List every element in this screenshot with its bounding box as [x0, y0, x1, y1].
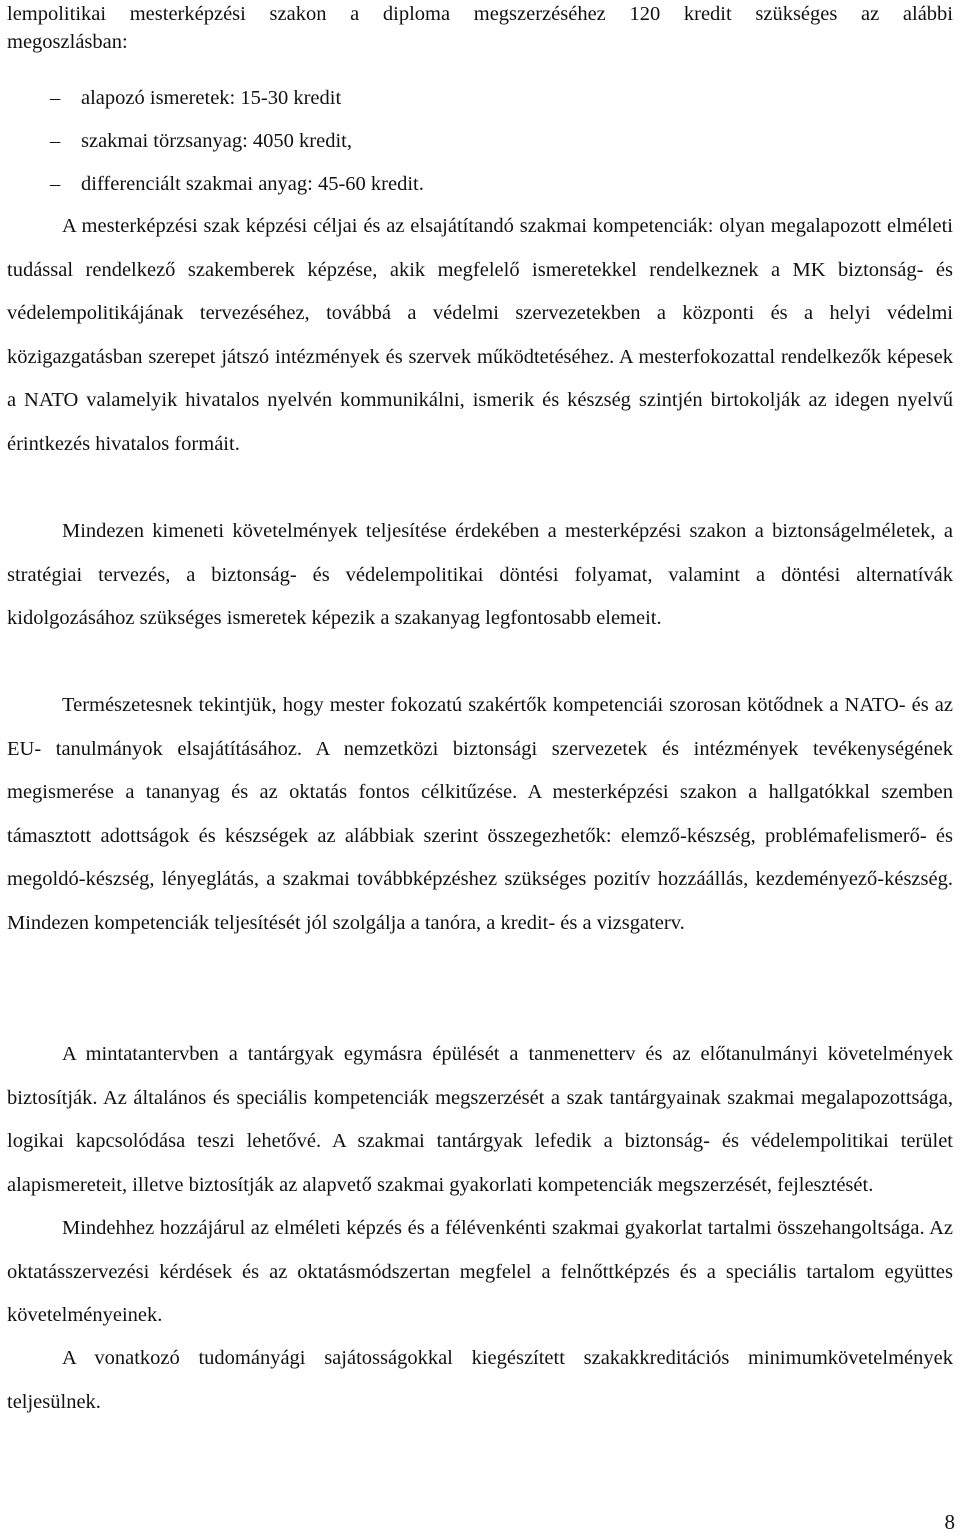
list-item [7, 127, 424, 170]
intro-line-continued: megoszlásban: [7, 31, 128, 53]
credit-distribution-list [7, 84, 424, 213]
dash-bullet: – [50, 87, 61, 109]
page-number: 8 [944, 1510, 955, 1534]
paragraph-output-requirements: Mindezen kimeneti követelmények teljesítése érdekében a mesterképzési szakon a biztonságelméletek, a stratégiai tervezés, a biztonság- és védelempolitikai döntési folyamat, valamint a döntési alternatívák kidolgozásához szükséges ismeretek képezik a szakanyag legfontosabb elemeit. [7, 520, 953, 629]
list-item-text: differenciált szakmai anyag: 45-60 kredit. [81, 173, 424, 195]
paragraph-nato-eu-studies: Természetesnek tekintjük, hogy mester fokozatú szakértők kompetenciái szorosan kötődnek a NATO- és az EU- tanulmányok elsajátításához. A nemzetközi biztonsági szervezetek és intézmények tevékenységének megismerése a tananyag és az oktatás fontos célkitűzése. A mesterképzési szakon a hallgatókkal szemben támasztott adottságok és készségek az alábbiak szerint összegezhetők: elemző-készség, problémafelismerő- és megoldó-készség, lényeglátás, a szakmai továbbképzéshez szükséges pozitív hozzáállás, kezdeményező-készség. Mindezen kompetenciák teljesítését jól szolgálja a tanóra, a kredit- és a vizsgaterv. [7, 694, 953, 934]
paragraph-competencies: A mesterképzési szak képzési céljai és az elsajátítandó szakmai kompetenciák: olyan megalapozott elméleti tudással rendelkező szakemberek képzése, akik megfelelő ismeretekkel rendelkeznek a MK biztonság- és védelempolitikájának tervezéséhez, továbbá a védelmi szervezetekben a központi és a helyi védelmi közigazgatásban szerepet játszó intézmények és szervek működtetéséhez. A mesterfokozattal rendelkezők képesek a NATO valamelyik hivatalos nyelvén kommunikálni, ismerik és készség szintjén birtokolják az idegen nyelvű érintkezés hivatalos formáit. [7, 215, 953, 455]
intro-line: lempolitikai mesterképzési szakon a diploma megszerzéséhez 120 kredit szükséges az alábbi [7, 3, 953, 25]
paragraph-curriculum: A mintatantervben a tantárgyak egymásra épülését a tanmenetterv és az előtanulmányi követelmények biztosítják. Az általános és speciális kompetenciák megszerzését a szak tantárgyainak szakmai megalapozottsága, logikai kapcsolódása teszi lehetővé. A szakmai tantárgyak lefedik a biztonság- és védelempolitikai terület alapismereteit, illetve biztosítják az alapvető szakmai gyakorlati kompetenciák megszerzését, fejlesztését. [7, 1043, 953, 1196]
dash-bullet: – [50, 173, 61, 195]
dash-bullet: – [50, 130, 61, 152]
paragraph-accreditation: A vonatkozó tudományági sajátosságokkal kiegészített szakakkreditációs minimumkövetelmények teljesülnek. [7, 1347, 953, 1413]
list-item-text: alapozó ismeretek: 15-30 kredit [81, 87, 342, 109]
list-item [7, 84, 424, 127]
list-item-text: szakmai törzsanyag: 4050 kredit, [81, 130, 352, 152]
paragraph-practice: Mindehhez hozzájárul az elméleti képzés és a félévenkénti szakmai gyakorlat tartalmi összehangoltsága. Az oktatásszervezési kérdések és az oktatásmódszertan megfelel a felnőttképzés és a speciális tartalom együttes követelményeinek. [7, 1217, 953, 1326]
